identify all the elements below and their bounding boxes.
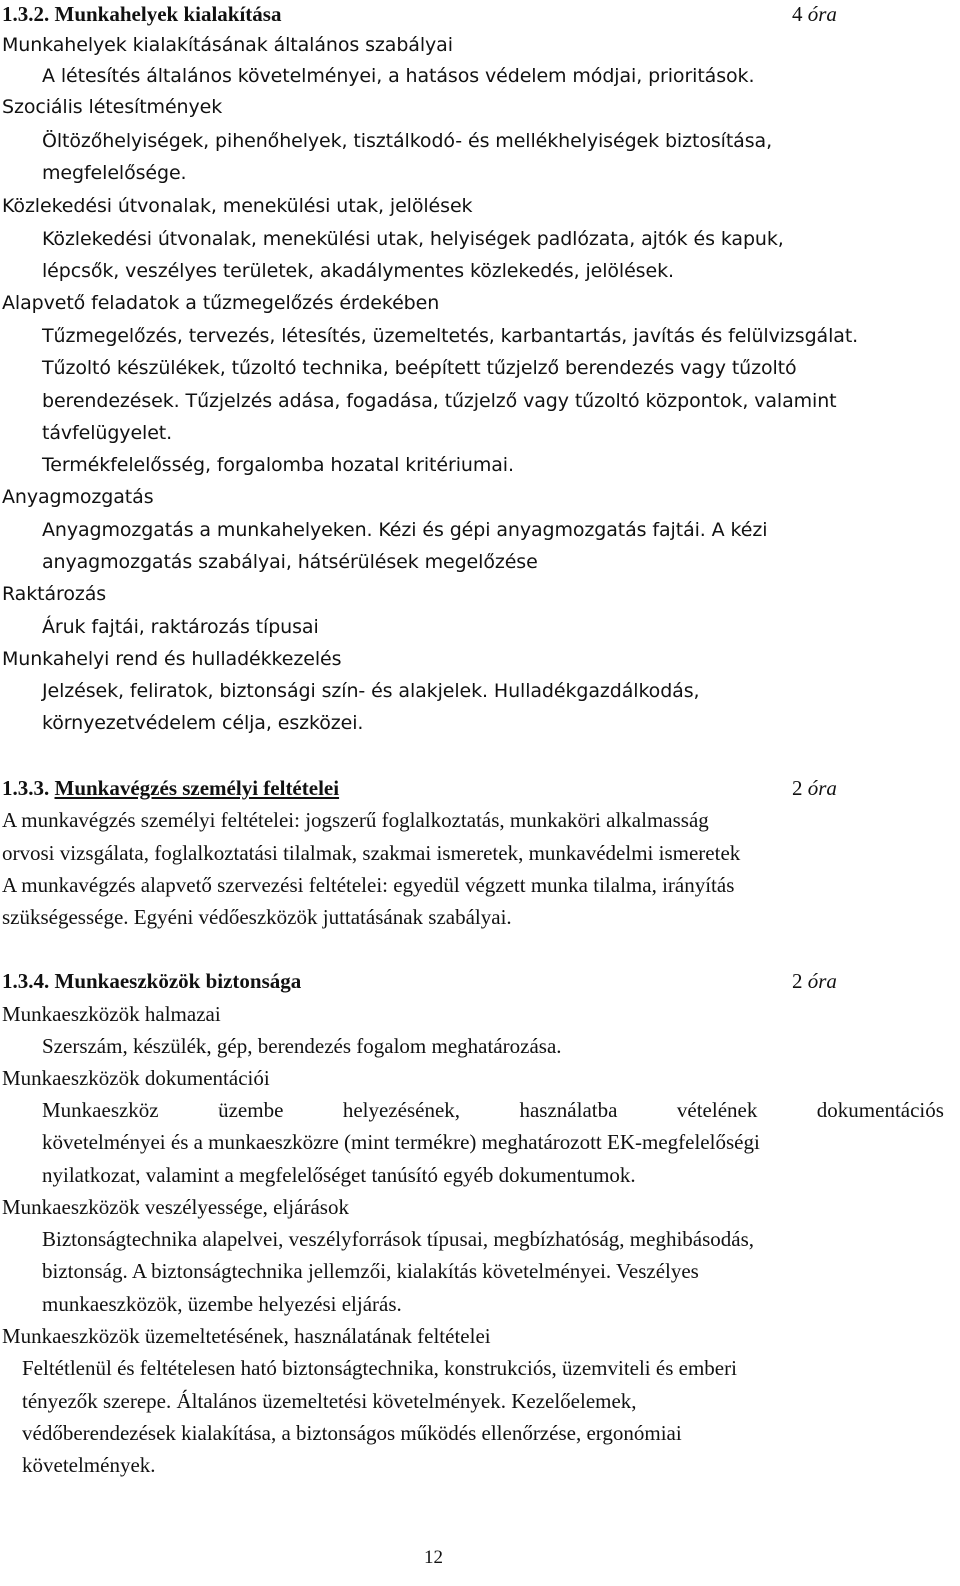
- body-line: Biztonságtechnika alapelvei, veszélyforrások típusai, megbízhatóság, meghibásodás,: [42, 1227, 755, 1251]
- body-line: követelményei és a munkaeszközre (mint termékre) meghatározott EK-megfelelőségi: [42, 1130, 760, 1154]
- section-heading-1-3-4: [2, 971, 301, 992]
- subheading: Munkaeszközök halmazai: [2, 1002, 221, 1026]
- subheading: Raktározás: [2, 583, 107, 605]
- subheading: Munkaeszközök veszélyessége, eljárások: [2, 1195, 349, 1219]
- section-hours: [792, 971, 837, 992]
- subheading: Közlekedési útvonalak, menekülési utak, jelölések: [2, 195, 473, 217]
- body-line: biztonság. A biztonságtechnika jellemzői, kialakítás követelményei. Veszélyes: [42, 1259, 699, 1283]
- subheading: Szociális létesítmények: [2, 96, 223, 118]
- justified-word: üzembe: [218, 1098, 284, 1122]
- body-line: Anyagmozgatás a munkahelyeken. Kézi és gépi anyagmozgatás fajtái. A kézi: [42, 519, 768, 541]
- section-hours: [792, 778, 837, 799]
- body-line: megfelelősége.: [42, 162, 187, 184]
- body-line: távfelügyelet.: [42, 422, 173, 444]
- body-line: Tűzoltó készülékek, tűzoltó technika, beépített tűzjelző berendezés vagy tűzoltó: [42, 357, 797, 379]
- subheading: Alapvető feladatok a tűzmegelőzés érdekében: [2, 292, 440, 314]
- body-line: Öltözőhelyiségek, pihenőhelyek, tisztálkodó- és mellékhelyiségek biztosítása,: [42, 130, 773, 152]
- subheading: Anyagmozgatás: [2, 486, 154, 508]
- hours-number: 2: [792, 969, 803, 993]
- justified-word: vételének: [676, 1098, 758, 1122]
- body-line: A munkavégzés alapvető szervezési feltételei: egyedül végzett munka tilalma, irányítás: [2, 873, 735, 897]
- body-line: A munkavégzés személyi feltételei: jogszerű foglalkoztatás, munkaköri alkalmasság: [2, 808, 709, 832]
- justified-word: használatba: [519, 1098, 618, 1122]
- body-line: munkaeszközök, üzembe helyezési eljárás.: [42, 1292, 402, 1316]
- subheading: Munkahelyi rend és hulladékkezelés: [2, 648, 342, 670]
- body-line: Jelzések, feliratok, biztonsági szín- és alakjelek. Hulladékgazdálkodás,: [42, 680, 700, 702]
- body-line: védőberendezések kialakítása, a biztonságos működés ellenőrzése, ergonómiai: [22, 1421, 682, 1445]
- body-line: Tűzmegelőzés, tervezés, létesítés, üzemeltetés, karbantartás, javítás és felülvizsgálat.: [42, 325, 859, 347]
- body-line: Áruk fajtái, raktározás típusai: [42, 616, 319, 638]
- body-line: anyagmozgatás szabályai, hátsérülések megelőzése: [42, 551, 538, 573]
- body-line: követelmények.: [22, 1453, 156, 1477]
- body-line: környezetvédelem célja, eszközei.: [42, 712, 364, 734]
- body-line: A létesítés általános követelményei, a hatásos védelem módjai, prioritások.: [42, 65, 755, 87]
- body-line: lépcsők, veszélyes területek, akadálymentes közlekedés, jelölések.: [42, 260, 674, 282]
- hours-unit: óra: [807, 969, 837, 993]
- body-line: [42, 1100, 944, 1121]
- page-number: 12: [424, 1547, 443, 1568]
- hours-unit: óra: [807, 2, 837, 26]
- body-line: Feltétlenül és feltételesen ható biztonságtechnika, konstrukciós, üzemviteli és emberi: [22, 1356, 737, 1380]
- section-title: Munkavégzés személyi feltételei: [54, 776, 340, 800]
- subheading: Munkaeszközök üzemeltetésének, használatának feltételei: [2, 1324, 491, 1348]
- section-number: 1.3.4.: [2, 969, 50, 993]
- section-title: Munkahelyek kialakítása: [54, 2, 282, 26]
- body-line: Termékfelelősség, forgalomba hozatal kritériumai.: [42, 454, 514, 476]
- section-title: Munkaeszközök biztonsága: [54, 969, 302, 993]
- hours-number: 2: [792, 776, 803, 800]
- section-hours: [792, 4, 837, 25]
- section-number: 1.3.2.: [2, 2, 50, 26]
- section-heading-1-3-2: [2, 4, 281, 25]
- section-number: 1.3.3.: [2, 776, 50, 800]
- body-line: nyilatkozat, valamint a megfelelőséget tanúsító egyéb dokumentumok.: [42, 1163, 636, 1187]
- body-line: szükségessége. Egyéni védőeszközök juttatásának szabályai.: [2, 905, 512, 929]
- body-line: Közlekedési útvonalak, menekülési utak, helyiségek padlózata, ajtók és kapuk,: [42, 228, 784, 250]
- body-line: berendezések. Tűzjelzés adása, fogadása, tűzjelző vagy tűzoltó központok, valamint: [42, 390, 837, 412]
- body-line: Szerszám, készülék, gép, berendezés fogalom meghatározása.: [42, 1034, 562, 1058]
- subheading: Munkaeszközök dokumentációi: [2, 1066, 270, 1090]
- section-heading-1-3-3: [2, 778, 339, 799]
- justified-word: dokumentációs: [816, 1098, 944, 1122]
- hours-number: 4: [792, 2, 803, 26]
- body-line: tényezők szerepe. Általános üzemeltetési követelmények. Kezelőelemek,: [22, 1389, 637, 1413]
- justified-word: helyezésének,: [342, 1098, 461, 1122]
- body-line: orvosi vizsgálata, foglalkoztatási tilalmak, szakmai ismeretek, munkavédelmi ismeretek: [2, 841, 741, 865]
- subheading: Munkahelyek kialakításának általános szabályai: [2, 34, 453, 56]
- justified-word: Munkaeszköz: [42, 1098, 159, 1122]
- hours-unit: óra: [807, 776, 837, 800]
